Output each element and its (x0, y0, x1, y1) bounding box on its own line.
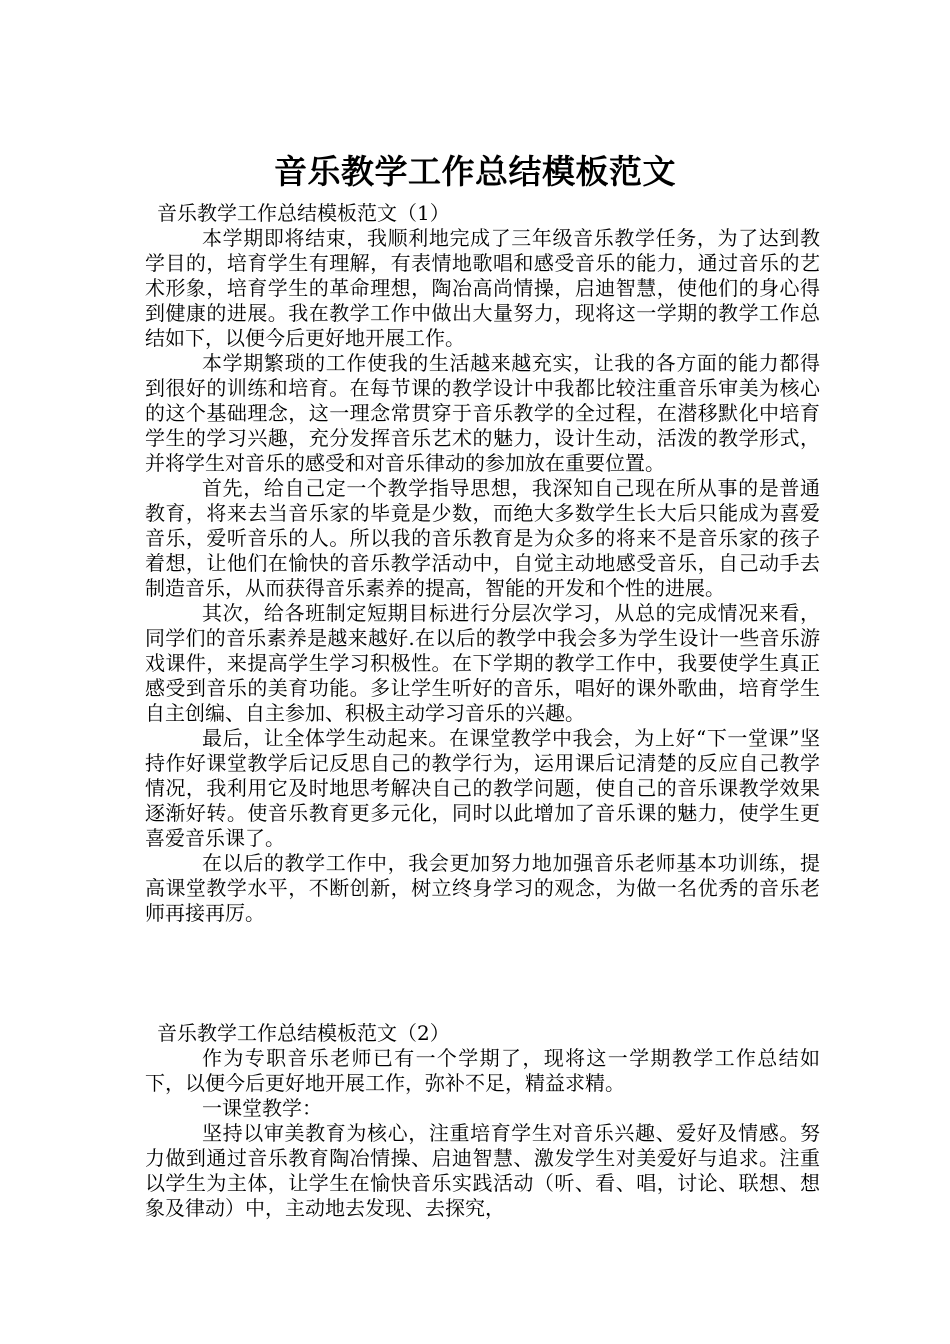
section-heading: 音乐教学工作总结模板范文（2） (157, 1021, 450, 1045)
paragraph: 其次，给各班制定短期目标进行分层次学习，从总的完成情况来看，同学们的音乐素养是越来越好.在以后的教学中我会多为学生设计一些音乐游戏课件，来提高学生学习积极性。在下学期的教学工作中，我要使学生真正感受到音乐的美育功能。多让学生听好的音乐，唱好的课外歌曲，培育学生自主创编、自主参加、积极主动学习音乐的兴趣。 (145, 601, 820, 725)
paragraph: 本学期即将结束，我顺利地完成了三年级音乐教学任务，为了达到教学目的，培育学生有理解，有表情地歌唱和感受音乐的能力，通过音乐的艺术形象，培育学生的革命理想，陶冶高尚情操，启迪智慧，使他们的身心得到健康的进展。我在教学工作中做出大量努力，现将这一学期的教学工作总结如下，以便今后更好地开展工作。 (145, 226, 820, 350)
paragraph: 在以后的教学工作中，我会更加努力地加强音乐老师基本功训练，提高课堂教学水平，不断创新，树立终身学习的观念，为做一名优秀的音乐老师再接再厉。 (145, 851, 820, 925)
paragraph: 首先，给自己定一个教学指导思想，我深知自己现在所从事的是普通教育，将来去当音乐家的毕竟是少数，而绝大多数学生长大后只能成为喜爱音乐，爱听音乐的人。所以我的音乐教育是为众多的将来不是音乐家的孩子着想，让他们在愉快的音乐教学活动中，自觉主动地感受音乐，自己动手去制造音乐，从而获得音乐素养的提高，智能的开发和个性的进展。 (145, 476, 820, 600)
section-heading: 音乐教学工作总结模板范文（1） (157, 201, 450, 225)
document-title: 音乐教学工作总结模板范文 (274, 152, 676, 192)
section-2 (145, 1021, 820, 1221)
section-1 (145, 201, 820, 926)
paragraph: 最后，让全体学生动起来。在课堂教学中我会，为上好“下一堂课”坚持作好课堂教学后记反思自己的教学行为，运用课后记清楚的反应自己教学情况，我利用它及时地思考解决自己的教学问题，使自己的音乐课教学效果逐渐好转。使音乐教育更多元化，同时以此增加了音乐课的魅力，使学生更喜爱音乐课了。 (145, 726, 820, 850)
paragraph: 坚持以审美教育为核心，注重培育学生对音乐兴趣、爱好及情感。努力做到通过音乐教育陶冶情操、启迪智慧、激发学生对美爱好与追求。注重以学生为主体，让学生在愉快音乐实践活动（听、看、唱，讨论、联想、想象及律动）中，主动地去发现、去探究， (145, 1121, 820, 1220)
paragraph: 作为专职音乐老师已有一个学期了，现将这一学期教学工作总结如下，以便今后更好地开展工作，弥补不足，精益求精。 (145, 1046, 820, 1095)
subheading: 一课堂教学： (202, 1096, 322, 1120)
paragraph: 本学期繁琐的工作使我的生活越来越充实，让我的各方面的能力都得到很好的训练和培育。在每节课的教学设计中我都比较注重音乐审美为核心的这个基础理念，这一理念常贯穿于音乐教学的全过程，在潜移默化中培育学生的学习兴趣，充分发挥音乐艺术的魅力，设计生动，活泼的教学形式，并将学生对音乐的感受和对音乐律动的参加放在重要位置。 (145, 351, 820, 475)
